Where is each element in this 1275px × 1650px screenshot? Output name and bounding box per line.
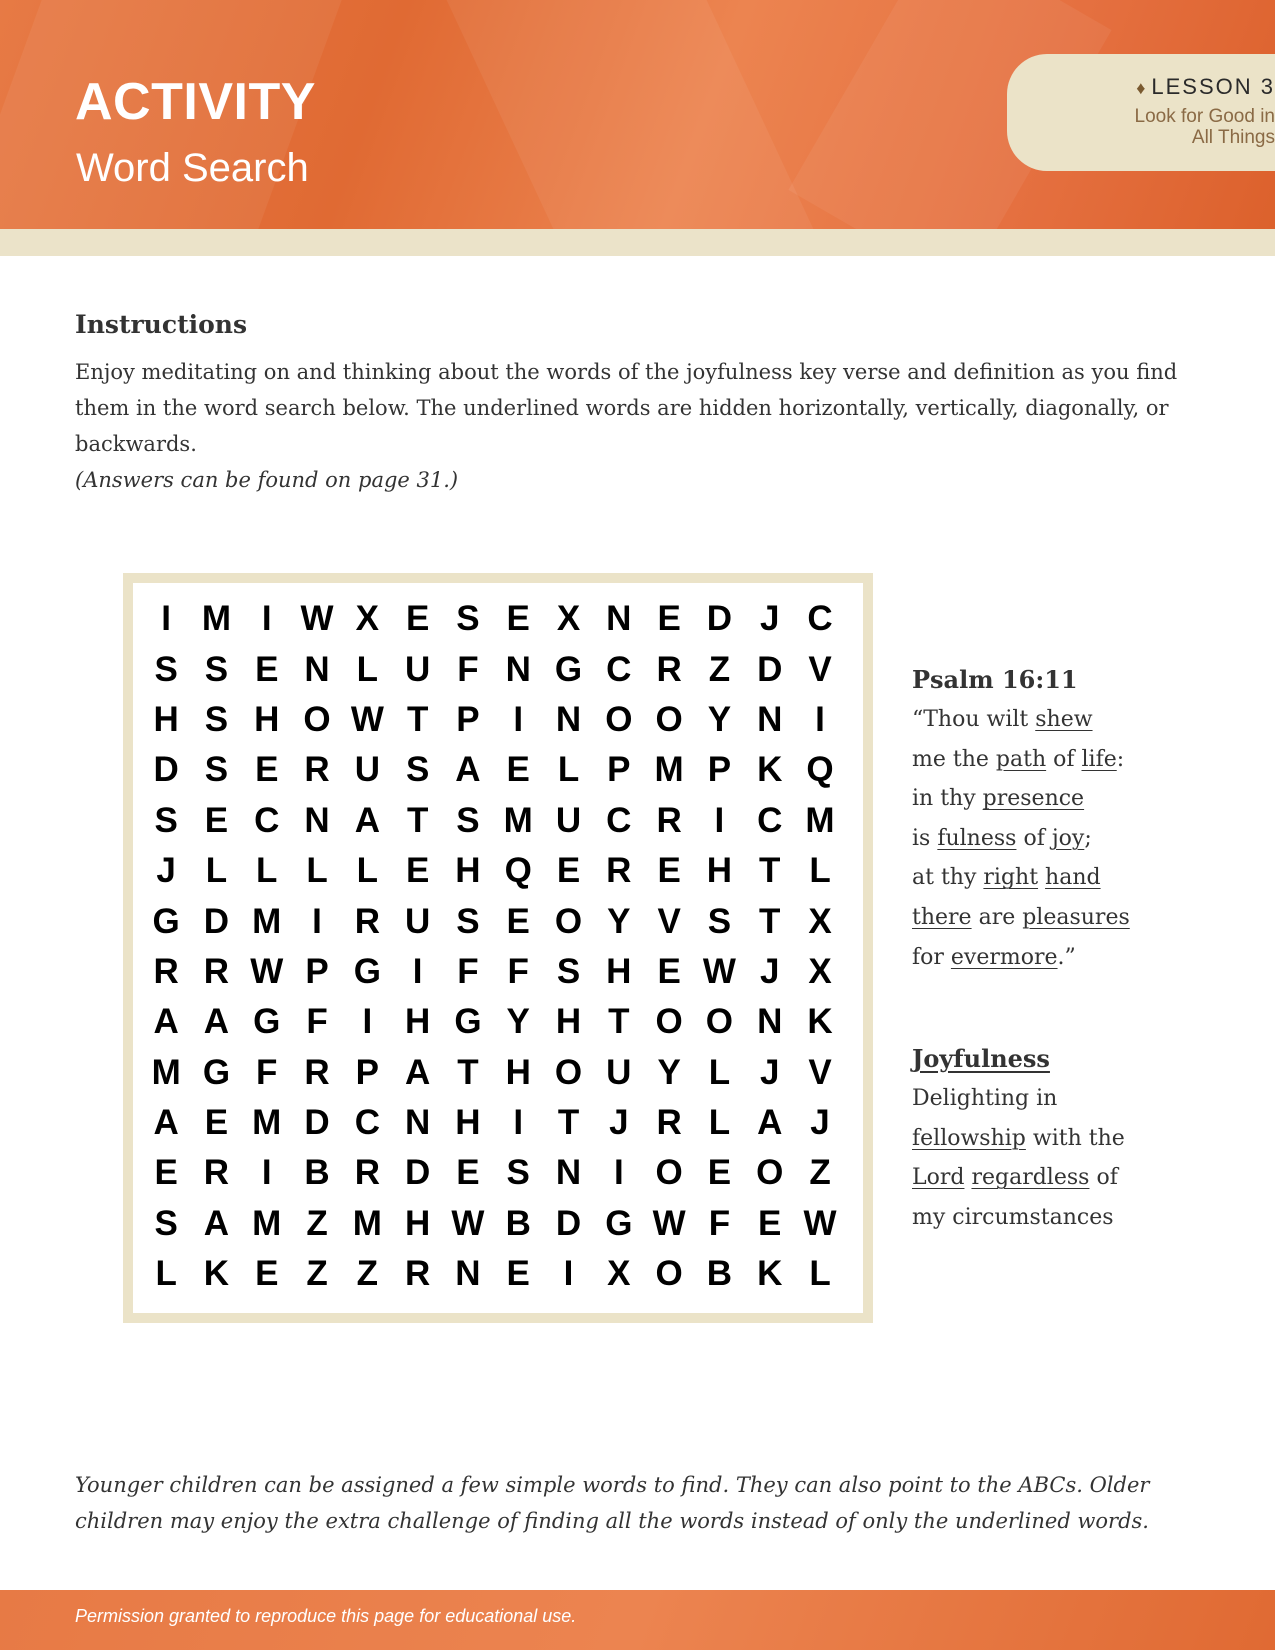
- definition-line: [912, 1079, 1125, 1119]
- underlined-word: pleasures: [1022, 904, 1130, 930]
- grid-letter: W: [652, 1203, 686, 1243]
- text-segment: “Thou wilt: [912, 707, 1036, 732]
- grid-letter: T: [457, 1052, 479, 1092]
- grid-letter: S: [204, 649, 229, 689]
- grid-letter: S: [456, 901, 480, 941]
- grid-letter: M: [805, 800, 835, 840]
- grid-letter: R: [354, 1153, 380, 1193]
- text-segment: of: [1016, 825, 1052, 851]
- underlined-word: joy: [1051, 825, 1085, 851]
- grid-letter: S: [204, 750, 229, 790]
- psalm-line: [912, 700, 1130, 740]
- grid-letter: X: [355, 599, 380, 639]
- text-segment: for: [912, 944, 951, 970]
- grid-letter: F: [306, 1002, 328, 1042]
- grid-letter: I: [815, 699, 825, 739]
- grid-letter: I: [513, 1103, 524, 1143]
- text-segment: :: [1116, 746, 1125, 772]
- activity-subtitle: Word Search: [76, 146, 309, 190]
- grid-letter: J: [609, 1103, 629, 1143]
- grid-letter: S: [405, 750, 430, 790]
- grid-letter: F: [708, 1203, 731, 1243]
- grid-letter: W: [702, 951, 736, 991]
- grid-letter: R: [354, 901, 380, 941]
- grid-letter: W: [803, 1203, 837, 1243]
- grid-letter: H: [153, 699, 179, 739]
- grid-letter: E: [707, 1153, 732, 1193]
- grid-letter: H: [455, 1103, 481, 1143]
- grid-letter: P: [707, 750, 732, 790]
- grid-letter: A: [455, 750, 481, 790]
- grid-letter: D: [555, 1203, 582, 1243]
- grid-letter: E: [506, 901, 530, 941]
- grid-letter: C: [606, 649, 632, 689]
- grid-letter: M: [503, 800, 533, 840]
- instructions-heading: Instructions: [75, 310, 248, 339]
- underlined-word: there: [912, 904, 972, 930]
- grid-letter: F: [507, 951, 529, 991]
- grid-letter: U: [354, 750, 380, 790]
- grid-letter: E: [657, 599, 681, 639]
- grid-letter: P: [305, 951, 329, 991]
- grid-letter: I: [261, 599, 272, 639]
- grid-letter: M: [252, 901, 282, 941]
- grid-letter: L: [155, 1254, 177, 1294]
- grid-letter: K: [807, 1002, 833, 1042]
- text-segment: are: [971, 904, 1023, 930]
- grid-letter: H: [606, 951, 632, 991]
- grid-letter: B: [304, 1153, 330, 1193]
- grid-letter: C: [254, 800, 280, 840]
- grid-letter: T: [759, 851, 781, 891]
- grid-letter: E: [154, 1153, 178, 1193]
- grid-letter: E: [405, 599, 430, 639]
- underlined-word: shew: [1035, 707, 1093, 732]
- grid-letter: E: [204, 800, 229, 840]
- note-text: Younger children can be assigned a few simple words to find. They can also point to the ABCs. Older children may enjoy the extra challenge of finding all the words instead of only the underlined words.: [75, 1473, 1150, 1533]
- grid-letter: I: [161, 599, 172, 639]
- grid-letter: G: [454, 1002, 482, 1042]
- text-segment: of: [1046, 746, 1082, 772]
- grid-letter: C: [606, 800, 632, 840]
- grid-letter: A: [203, 1203, 230, 1243]
- grid-letter: P: [607, 750, 631, 790]
- text-segment: [1038, 865, 1045, 890]
- grid-letter: J: [759, 599, 780, 639]
- grid-letter: S: [456, 800, 480, 840]
- grid-letter: S: [154, 800, 178, 840]
- grid-letter: J: [759, 1052, 780, 1092]
- activity-title: ACTIVITY: [75, 73, 316, 131]
- grid-letter: U: [404, 649, 431, 689]
- grid-letter: J: [810, 1103, 830, 1143]
- gem-icon: ♦: [1136, 78, 1146, 98]
- grid-letter: S: [154, 1203, 178, 1243]
- grid-letter: E: [255, 649, 279, 689]
- psalm-line: [912, 740, 1130, 780]
- grid-letter: R: [656, 649, 682, 689]
- grid-letter: B: [706, 1254, 733, 1294]
- grid-letter: T: [557, 1103, 580, 1143]
- definition: [912, 1039, 1125, 1237]
- text-segment: my circumstances: [912, 1204, 1114, 1230]
- grid-letter: N: [404, 1103, 431, 1143]
- text-segment: me the: [912, 746, 996, 772]
- grid-letter: X: [607, 1254, 631, 1294]
- grid-letter: D: [404, 1153, 431, 1193]
- grid-letter: I: [261, 1153, 272, 1193]
- psalm-heading: Psalm 16:11: [912, 665, 1078, 694]
- grid-letter: I: [312, 901, 322, 941]
- grid-letter: H: [404, 1002, 431, 1042]
- grid-letter: E: [506, 1254, 530, 1294]
- grid-letter: H: [706, 851, 733, 891]
- psalm-verse: [912, 660, 1130, 977]
- lesson-name-line2: All Things: [1191, 127, 1275, 148]
- grid-letter: N: [555, 699, 582, 739]
- grid-letter: R: [606, 851, 632, 891]
- grid-letter: Y: [707, 699, 732, 739]
- definition-line: [912, 1158, 1125, 1198]
- grid-letter: S: [707, 901, 732, 941]
- psalm-line: [912, 858, 1130, 898]
- grid-letter: S: [506, 1153, 530, 1193]
- grid-letter: M: [252, 1203, 282, 1243]
- grid-letter: A: [757, 1103, 783, 1143]
- grid-letter: S: [204, 699, 229, 739]
- grid-letter: T: [759, 901, 781, 941]
- grid-letter: Z: [809, 1153, 831, 1193]
- grid-letter: E: [657, 951, 681, 991]
- grid-letter: N: [304, 649, 330, 689]
- grid-letter: K: [757, 750, 783, 790]
- text-segment: of: [1089, 1165, 1118, 1191]
- grid-letter: A: [153, 1103, 179, 1143]
- text-segment: Delighting in: [912, 1086, 1058, 1111]
- grid-letter: U: [404, 901, 431, 941]
- grid-letter: E: [255, 750, 279, 790]
- grid-letter: A: [354, 800, 380, 840]
- grid-letter: M: [654, 750, 684, 790]
- grid-letter: N: [455, 1254, 481, 1294]
- grid-letter: K: [203, 1254, 230, 1294]
- grid-letter: T: [406, 699, 429, 739]
- grid-letter: R: [656, 1103, 682, 1143]
- grid-letter: L: [557, 750, 580, 790]
- grid-letter: M: [352, 1203, 382, 1243]
- grid-letter: O: [655, 1002, 683, 1042]
- grid-letter: O: [705, 1002, 734, 1042]
- grid-letter: L: [356, 649, 379, 689]
- underlined-word: presence: [982, 786, 1085, 812]
- word-search-grid: [141, 594, 845, 1299]
- grid-letter: V: [657, 901, 681, 941]
- grid-letter: W: [300, 599, 334, 639]
- grid-letter: L: [708, 1103, 731, 1143]
- grid-letter: M: [201, 599, 232, 639]
- grid-letter: G: [202, 1052, 231, 1092]
- grid-letter: L: [205, 851, 228, 891]
- grid-letter: B: [505, 1203, 531, 1243]
- grid-letter: H: [254, 699, 280, 739]
- grid-letter: Z: [708, 649, 731, 689]
- grid-letter: I: [613, 1153, 624, 1193]
- grid-letter: Z: [306, 1254, 328, 1294]
- grid-letter: D: [153, 750, 179, 790]
- grid-letter: E: [456, 1153, 480, 1193]
- underlined-word: regardless: [971, 1165, 1090, 1191]
- lesson-label: LESSON 3: [1151, 74, 1275, 99]
- grid-letter: J: [156, 851, 176, 891]
- grid-letter: I: [412, 951, 423, 991]
- grid-letter: A: [404, 1052, 431, 1092]
- grid-letter: S: [154, 649, 178, 689]
- grid-letter: F: [457, 951, 479, 991]
- grid-letter: Y: [607, 901, 631, 941]
- psalm-line: [912, 898, 1130, 938]
- grid-letter: T: [406, 800, 429, 840]
- grid-letter: W: [350, 699, 384, 739]
- text-segment: at thy: [912, 865, 984, 891]
- grid-letter: C: [807, 599, 833, 639]
- lesson-badge: [1007, 54, 1275, 171]
- text-segment: ;: [1084, 825, 1092, 851]
- grid-letter: H: [404, 1203, 431, 1243]
- grid-letter: I: [563, 1254, 574, 1294]
- grid-letter: N: [505, 649, 531, 689]
- grid-letter: N: [606, 599, 632, 639]
- grid-letter: O: [655, 1254, 683, 1294]
- underlined-word: path: [995, 746, 1047, 772]
- grid-letter: D: [757, 649, 783, 689]
- grid-letter: O: [655, 699, 683, 739]
- grid-letter: I: [714, 800, 725, 840]
- text-segment: with the: [1025, 1125, 1125, 1151]
- grid-letter: L: [256, 851, 278, 891]
- grid-letter: L: [356, 851, 379, 891]
- underlined-word: evermore: [950, 944, 1058, 970]
- answers-note: (Answers can be found on page 31.): [75, 468, 459, 492]
- grid-letter: E: [506, 599, 530, 639]
- grid-letter: A: [153, 1002, 179, 1042]
- definition-line: [912, 1119, 1125, 1159]
- grid-letter: I: [513, 699, 524, 739]
- footer-text: Permission granted to reproduce this page for educational use.: [75, 1606, 577, 1626]
- grid-letter: U: [555, 800, 582, 840]
- text-segment: is: [912, 825, 938, 851]
- psalm-line: [912, 819, 1130, 859]
- grid-letter: O: [554, 901, 583, 941]
- grid-letter: L: [809, 1254, 831, 1294]
- grid-letter: G: [152, 901, 180, 941]
- instructions-body: Enjoy meditating on and thinking about the words of the joyfulness key verse and definition as you find them in the word search below. The underlined words are hidden horizontally, vertically, diagonally, or backwards.: [75, 360, 1178, 456]
- grid-letter: J: [759, 951, 780, 991]
- grid-letter: N: [757, 1002, 783, 1042]
- grid-letter: P: [456, 699, 480, 739]
- underlined-word: Lord: [912, 1165, 965, 1191]
- grid-letter: Q: [504, 851, 532, 891]
- underlined-word: right: [983, 865, 1039, 891]
- grid-letter: F: [457, 649, 479, 689]
- underlined-word: hand: [1045, 865, 1101, 891]
- grid-letter: N: [757, 699, 783, 739]
- grid-letter: Y: [506, 1002, 530, 1042]
- grid-letter: K: [757, 1254, 783, 1294]
- grid-letter: E: [255, 1254, 279, 1294]
- lesson-name-line1: Look for Good in: [1134, 106, 1275, 127]
- grid-letter: O: [655, 1153, 683, 1193]
- grid-letter: L: [708, 1052, 731, 1092]
- grid-letter: H: [505, 1052, 531, 1092]
- grid-letter: L: [809, 851, 831, 891]
- grid-letter: Z: [356, 1254, 379, 1294]
- psalm-line: [912, 938, 1130, 978]
- grid-letter: D: [304, 1103, 330, 1143]
- header-banner: [0, 0, 1275, 229]
- grid-letter: R: [153, 951, 179, 991]
- grid-letter: G: [605, 1203, 633, 1243]
- grid-letter: A: [203, 1002, 230, 1042]
- grid-letter: R: [304, 1052, 330, 1092]
- grid-letter: H: [455, 851, 481, 891]
- grid-letter: V: [808, 649, 832, 689]
- grid-letter: E: [758, 1203, 782, 1243]
- grid-letter: C: [757, 800, 783, 840]
- grid-letter: E: [506, 750, 530, 790]
- grid-letter: D: [706, 599, 733, 639]
- grid-letter: C: [354, 1103, 380, 1143]
- text-segment: .”: [1057, 944, 1076, 970]
- grid-letter: V: [808, 1052, 832, 1092]
- underlined-word: fellowship: [912, 1125, 1026, 1151]
- grid-letter: F: [256, 1052, 278, 1092]
- grid-letter: Y: [657, 1052, 681, 1092]
- underlined-word: life: [1081, 746, 1117, 772]
- grid-letter: R: [656, 800, 682, 840]
- grid-letter: H: [555, 1002, 582, 1042]
- grid-letter: G: [353, 951, 381, 991]
- grid-letter: E: [556, 851, 581, 891]
- header-band: [0, 229, 1275, 256]
- grid-letter: T: [608, 1002, 630, 1042]
- grid-letter: U: [606, 1052, 632, 1092]
- footer-banner: [0, 1590, 1275, 1650]
- grid-letter: X: [808, 901, 832, 941]
- grid-letter: O: [554, 1052, 583, 1092]
- instructions-text: [75, 354, 1215, 498]
- grid-letter: M: [151, 1052, 181, 1092]
- grid-letter: O: [303, 699, 331, 739]
- grid-letter: W: [250, 951, 284, 991]
- grid-letter: R: [304, 750, 330, 790]
- grid-letter: X: [808, 951, 832, 991]
- text-segment: in thy: [912, 786, 983, 812]
- grid-letter: W: [451, 1203, 485, 1243]
- grid-letter: G: [253, 1002, 281, 1042]
- grid-letter: P: [355, 1052, 380, 1092]
- grid-letter: L: [306, 851, 328, 891]
- grid-letter: R: [203, 1153, 230, 1193]
- grid-letter: N: [555, 1153, 582, 1193]
- grid-letter: D: [203, 901, 230, 941]
- grid-letter: S: [456, 599, 480, 639]
- grid-letter: O: [605, 699, 633, 739]
- definition-heading: Joyfulness: [912, 1044, 1050, 1073]
- grid-letter: I: [362, 1002, 373, 1042]
- grid-letter: O: [756, 1153, 784, 1193]
- grid-letter: S: [556, 951, 581, 991]
- grid-letter: R: [404, 1254, 431, 1294]
- grid-letter: G: [554, 649, 583, 689]
- grid-letter: Q: [806, 750, 834, 790]
- underlined-word: fulness: [937, 825, 1017, 851]
- definition-line: [912, 1198, 1125, 1238]
- grid-letter: E: [657, 851, 681, 891]
- grid-letter: M: [252, 1103, 282, 1143]
- psalm-line: [912, 779, 1130, 819]
- grid-letter: N: [304, 800, 330, 840]
- grid-letter: R: [203, 951, 230, 991]
- grid-letter: E: [204, 1103, 229, 1143]
- grid-letter: E: [405, 851, 430, 891]
- grid-letter: X: [556, 599, 581, 639]
- grid-letter: Z: [306, 1203, 328, 1243]
